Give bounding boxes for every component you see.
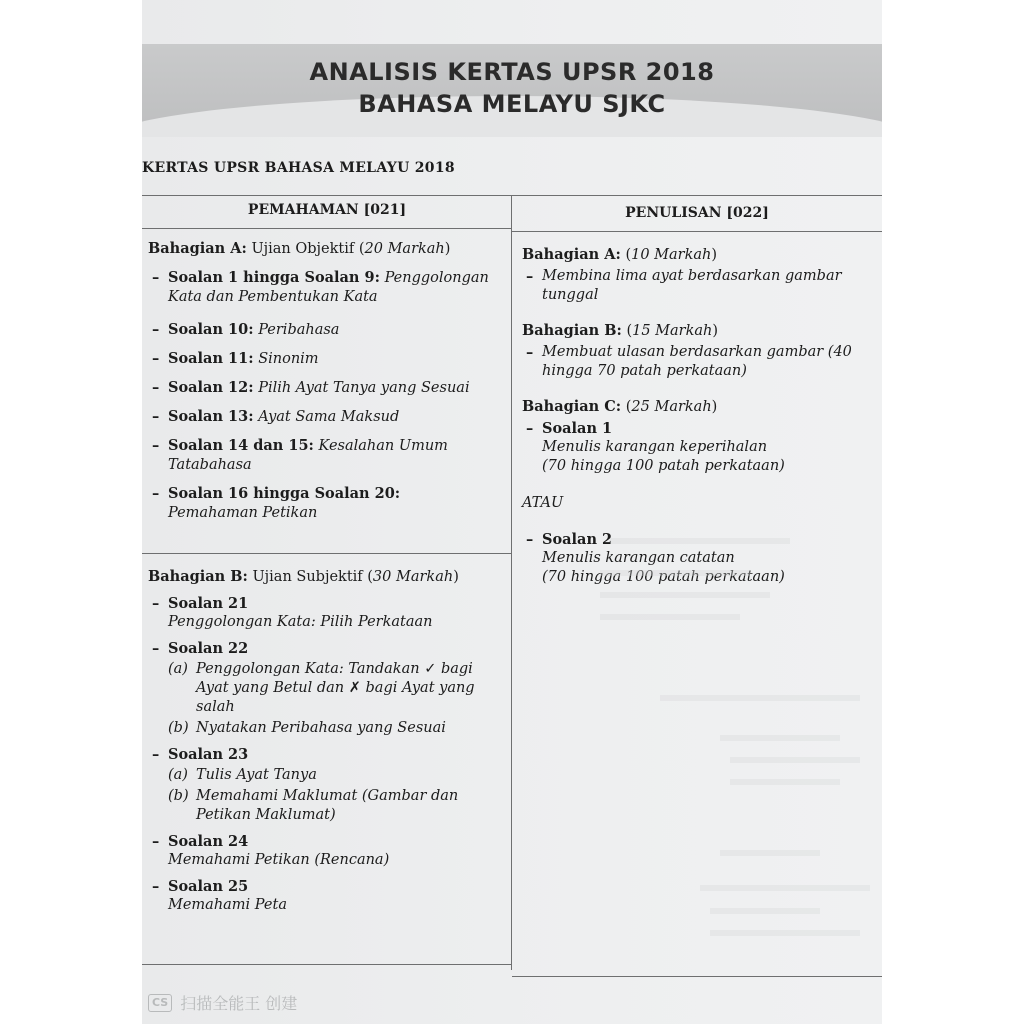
part-b-close: ) [453,569,459,585]
scanner-watermark [148,991,297,1014]
part-b-marks: 30 Markah [372,569,454,585]
header-penulisan: PENULISAN [022] [625,205,769,221]
sub-text: bagi Ayat yang Betul dan [196,661,473,696]
sub-mark: (a) [168,767,188,783]
cross-icon: ✗ [348,680,361,696]
item-desc: Ayat Sama Maksud [258,409,400,425]
table-bottom-right [512,976,882,977]
list-item-soalan-24 [148,832,503,870]
close-paren: ) [711,399,718,415]
item-desc: Pemahaman Petikan [168,505,318,521]
table-column-divider [511,195,512,970]
dash: – [526,420,534,437]
item-desc: Menulis karangan keperihalan [542,439,768,455]
list-item-soalan-22 [148,639,503,738]
item-label: Soalan 25 [168,878,249,895]
open-paren: ( [625,399,632,415]
item-desc: Peribahasa [258,322,340,338]
item-label: Soalan 10: [168,321,254,338]
watermark-text: 扫描全能王 创建 [180,994,298,1013]
item-label: Soalan 22 [168,640,249,657]
list-item [148,484,503,523]
item-label: Soalan 11: [168,350,254,367]
item-label: Soalan 2 [542,531,613,548]
sub-item-b [168,719,503,738]
sub-mark: (a) [168,661,188,677]
list-item [148,407,503,427]
item-label: Soalan 14 dan 15: [168,437,314,454]
banner-title-line1: ANALISIS KERTAS UPSR 2018 [309,58,715,86]
item-desc: Sinonim [258,351,319,367]
list-item [148,268,503,307]
item-label: Soalan 21 [168,595,249,612]
list-item [522,267,867,305]
item-desc: Menulis karangan catatan [542,550,735,566]
sub-text: Memahami Maklumat (Gambar dan Petikan Maklumat) [196,788,459,823]
close-paren: ) [712,323,719,339]
header-pemahaman: PEMAHAMAN [021] [247,202,407,218]
table-left-row-divider [142,553,512,554]
sub-item-a [168,766,503,785]
table-bottom-left [142,964,512,965]
part-b-text: Ujian Subjektif ( [252,569,373,585]
list-item-soalan-25 [148,877,503,915]
item-desc: Membuat ulasan berdasarkan gambar (40 hingga 70 patah perkataan) [542,344,852,379]
dash: – [526,531,534,548]
part-a-label: Bahagian A: [148,240,247,257]
item-label: Soalan 12: [168,379,254,396]
check-icon: ✓ [424,661,437,677]
dash: – [152,350,160,367]
item-desc: Membina lima ayat berdasarkan gambar tunggal [542,268,842,303]
part-marks: 25 Markah [631,399,712,415]
item-desc: (70 hingga 100 patah perkataan) [542,569,785,585]
left-part-b [148,567,503,915]
dash: – [526,268,534,285]
list-item [148,320,503,340]
title-banner [142,44,882,137]
list-item-soalan-1 [522,419,867,476]
list-item [148,349,503,369]
part-a-title [148,239,503,259]
dash: – [152,437,160,454]
item-label: Soalan 1 hingga Soalan 9: [168,269,380,286]
sub-text: Tulis Ayat Tanya [196,767,317,783]
or-text: ATAU [522,495,564,511]
left-part-a [148,239,503,523]
right-part-c-title [522,397,867,417]
item-label: Soalan 23 [168,746,249,763]
part-marks: 10 Markah [631,247,712,263]
item-desc: Penggolongan Kata: Pilih Perkataan [168,614,433,630]
item-desc: Kesalahan Umum Tatabahasa [168,438,448,473]
list-item [148,436,503,475]
banner-title-line2: BAHASA MELAYU SJKC [358,90,666,118]
item-label: Soalan 24 [168,833,249,850]
dash: – [152,379,160,396]
table-header-divider-left [142,228,512,229]
item-desc: Pilih Ayat Tanya yang Sesuai [258,380,470,396]
right-margin [882,0,1024,1024]
item-desc: Memahami Peta [168,897,287,913]
part-a-text: Ujian Objektif ( [251,241,365,257]
list-item [522,343,867,381]
dash: – [152,269,160,286]
part-b-label: Bahagian B: [148,568,248,585]
list-item-soalan-21 [148,594,503,632]
close-paren: ) [711,247,718,263]
part-label: Bahagian A: [522,246,621,263]
item-desc: Penggolongan Kata dan Pembentukan Kata [168,270,489,305]
sub-text: Nyatakan Peribahasa yang Sesuai [196,720,446,736]
dash: – [526,344,534,361]
part-a-close: ) [444,241,451,257]
item-label: Soalan 16 hingga Soalan 20: [168,485,401,502]
item-desc: Memahami Petikan (Rencana) [168,852,390,868]
sub-text: bagi Ayat yang salah [196,680,475,715]
table-header-divider-right [512,231,882,232]
dash: – [152,595,160,612]
section-heading: KERTAS UPSR BAHASA MELAYU 2018 [142,160,455,176]
bleed-through-texture [600,530,870,950]
item-desc: (70 hingga 100 patah perkataan) [542,458,785,474]
dash: – [152,321,160,338]
part-label: Bahagian B: [522,322,622,339]
sub-mark: (b) [168,788,189,804]
open-paren: ( [625,247,632,263]
sub-mark: (b) [168,720,189,736]
item-label: Soalan 13: [168,408,254,425]
part-a-marks: 20 Markah [364,241,445,257]
right-part-a-title [522,245,867,265]
item-label: Soalan 1 [542,420,613,437]
table-top-border [142,195,882,196]
camscanner-logo-icon: CS [148,994,172,1012]
part-b-title [148,567,503,587]
dash: – [152,485,160,502]
dash: – [152,833,160,850]
dash: – [152,408,160,425]
dash: – [152,746,160,763]
open-paren: ( [626,323,633,339]
right-part-b-title [522,321,867,341]
sub-text: Penggolongan Kata: Tandakan [196,661,420,677]
list-item [148,378,503,398]
sub-item-a [168,660,503,717]
dash: – [152,878,160,895]
sub-item-b [168,787,503,825]
part-label: Bahagian C: [522,398,622,415]
part-marks: 15 Markah [632,323,713,339]
list-item-soalan-23 [148,745,503,825]
dash: – [152,640,160,657]
